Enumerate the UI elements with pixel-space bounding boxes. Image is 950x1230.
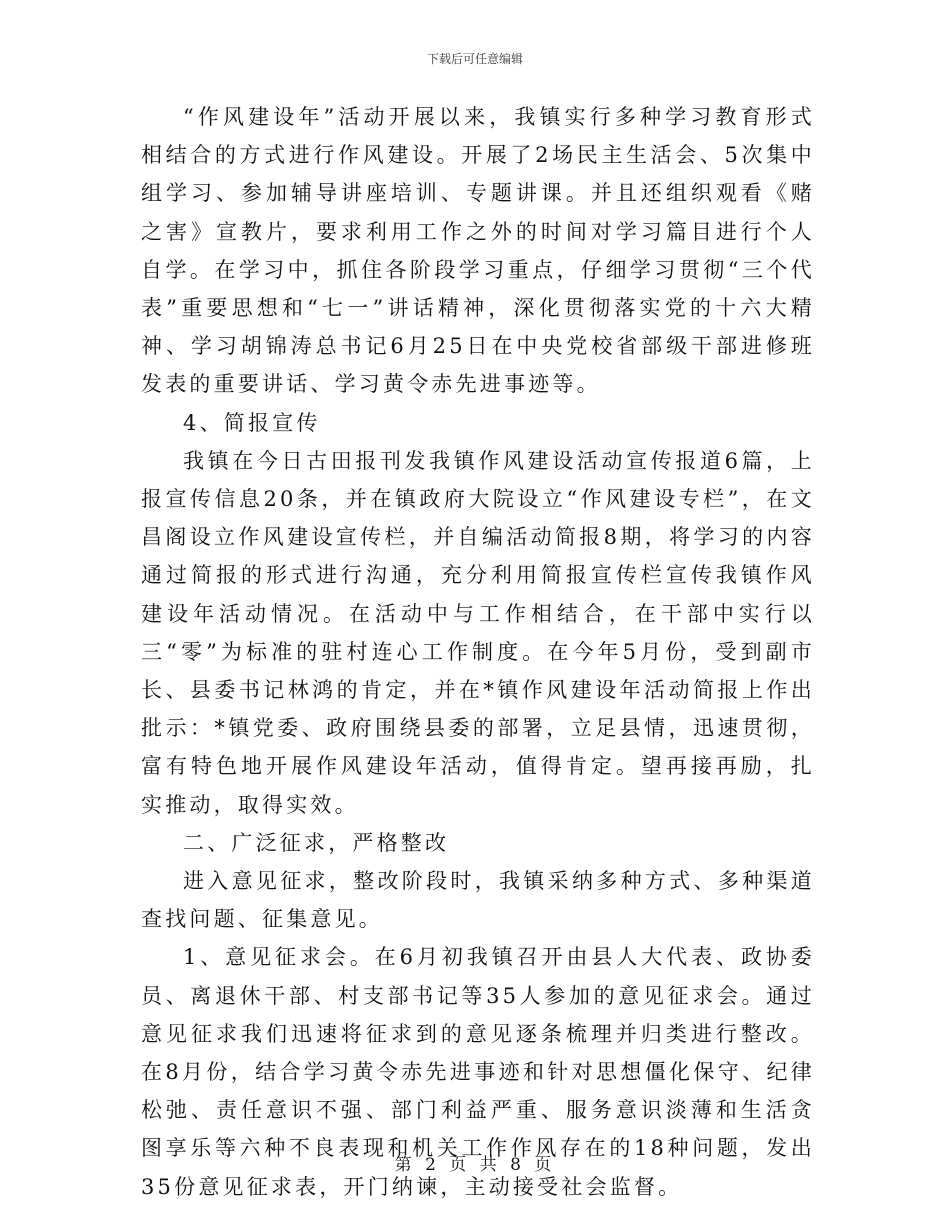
page-number: 第 2 页 共 8 页: [394, 1155, 556, 1175]
paragraph-feedback-meeting: 1、意见征求会。在6月初我镇召开由县人大代表、政协委员、离退休干部、村支部书记等35人参加的意见征求会。通过意见征求我们迅速将征求到的意见逐条梳理并归类进行整改。在8月份，结合学习黄令赤先进事迹和针对思想僵化保守、纪律松弛、责任意识不强、部门利益严重、服务意识淡薄和生活贪图享乐等六种不良表现和机关工作作风存在的18种问题，发出35份意见征求表，开门纳谏，主动接受社会监督。: [141, 945, 815, 1199]
page-header: 下载后可任意编辑: [426, 52, 523, 66]
paragraph-study: “作风建设年”活动开展以来，我镇实行多种学习教育形式相结合的方式进行作风建设。开展了2场民主生活会、5次集中组学习、参加辅导讲座培训、专题讲课。并且还组织观看《赌之害》宣教片，要求利用工作之外的时间对学习篇目进行个人自学。在学习中，抓住各阶段学习重点，仔细学习贯彻“三个代表”重要思想和“七一”讲话精神，深化贯彻落实党的十六大精神、学习胡锦涛总书记6月25日在中央党校省部级干部进修班发表的重要讲话、学习黄令赤先进事迹等。: [141, 105, 815, 397]
document-body: [141, 98, 815, 1206]
heading-bulletin: 4、简报宣传: [183, 410, 321, 435]
heading-section-two: 二、广泛征求，严格整改: [183, 830, 450, 855]
paragraph-feedback-intro: 进入意见征求，整改阶段时，我镇采纳多种方式、多种渠道查找问题、征集意见。: [141, 869, 815, 932]
paragraph-bulletin: 我镇在今日古田报刊发我镇作风建设活动宣传报道6篇，上报宣传信息20条，并在镇政府大院设立“作风建设专栏”，在文昌阁设立作风建设宣传栏，并自编活动简报8期，将学习的内容通过简报的形式进行沟通，充分利用简报宣传栏宣传我镇作风建设年活动情况。在活动中与工作相结合，在干部中实行以三“零”为标准的驻村连心工作制度。在今年5月份，受到副市长、县委书记林鸿的肯定，并在*镇作风建设年活动简报上作出批示：*镇党委、政府围绕县委的部署，立足县情，迅速贯彻，富有特色地开展作风建设年活动，值得肯定。望再接再励，扎实推动，取得实效。: [141, 448, 815, 817]
